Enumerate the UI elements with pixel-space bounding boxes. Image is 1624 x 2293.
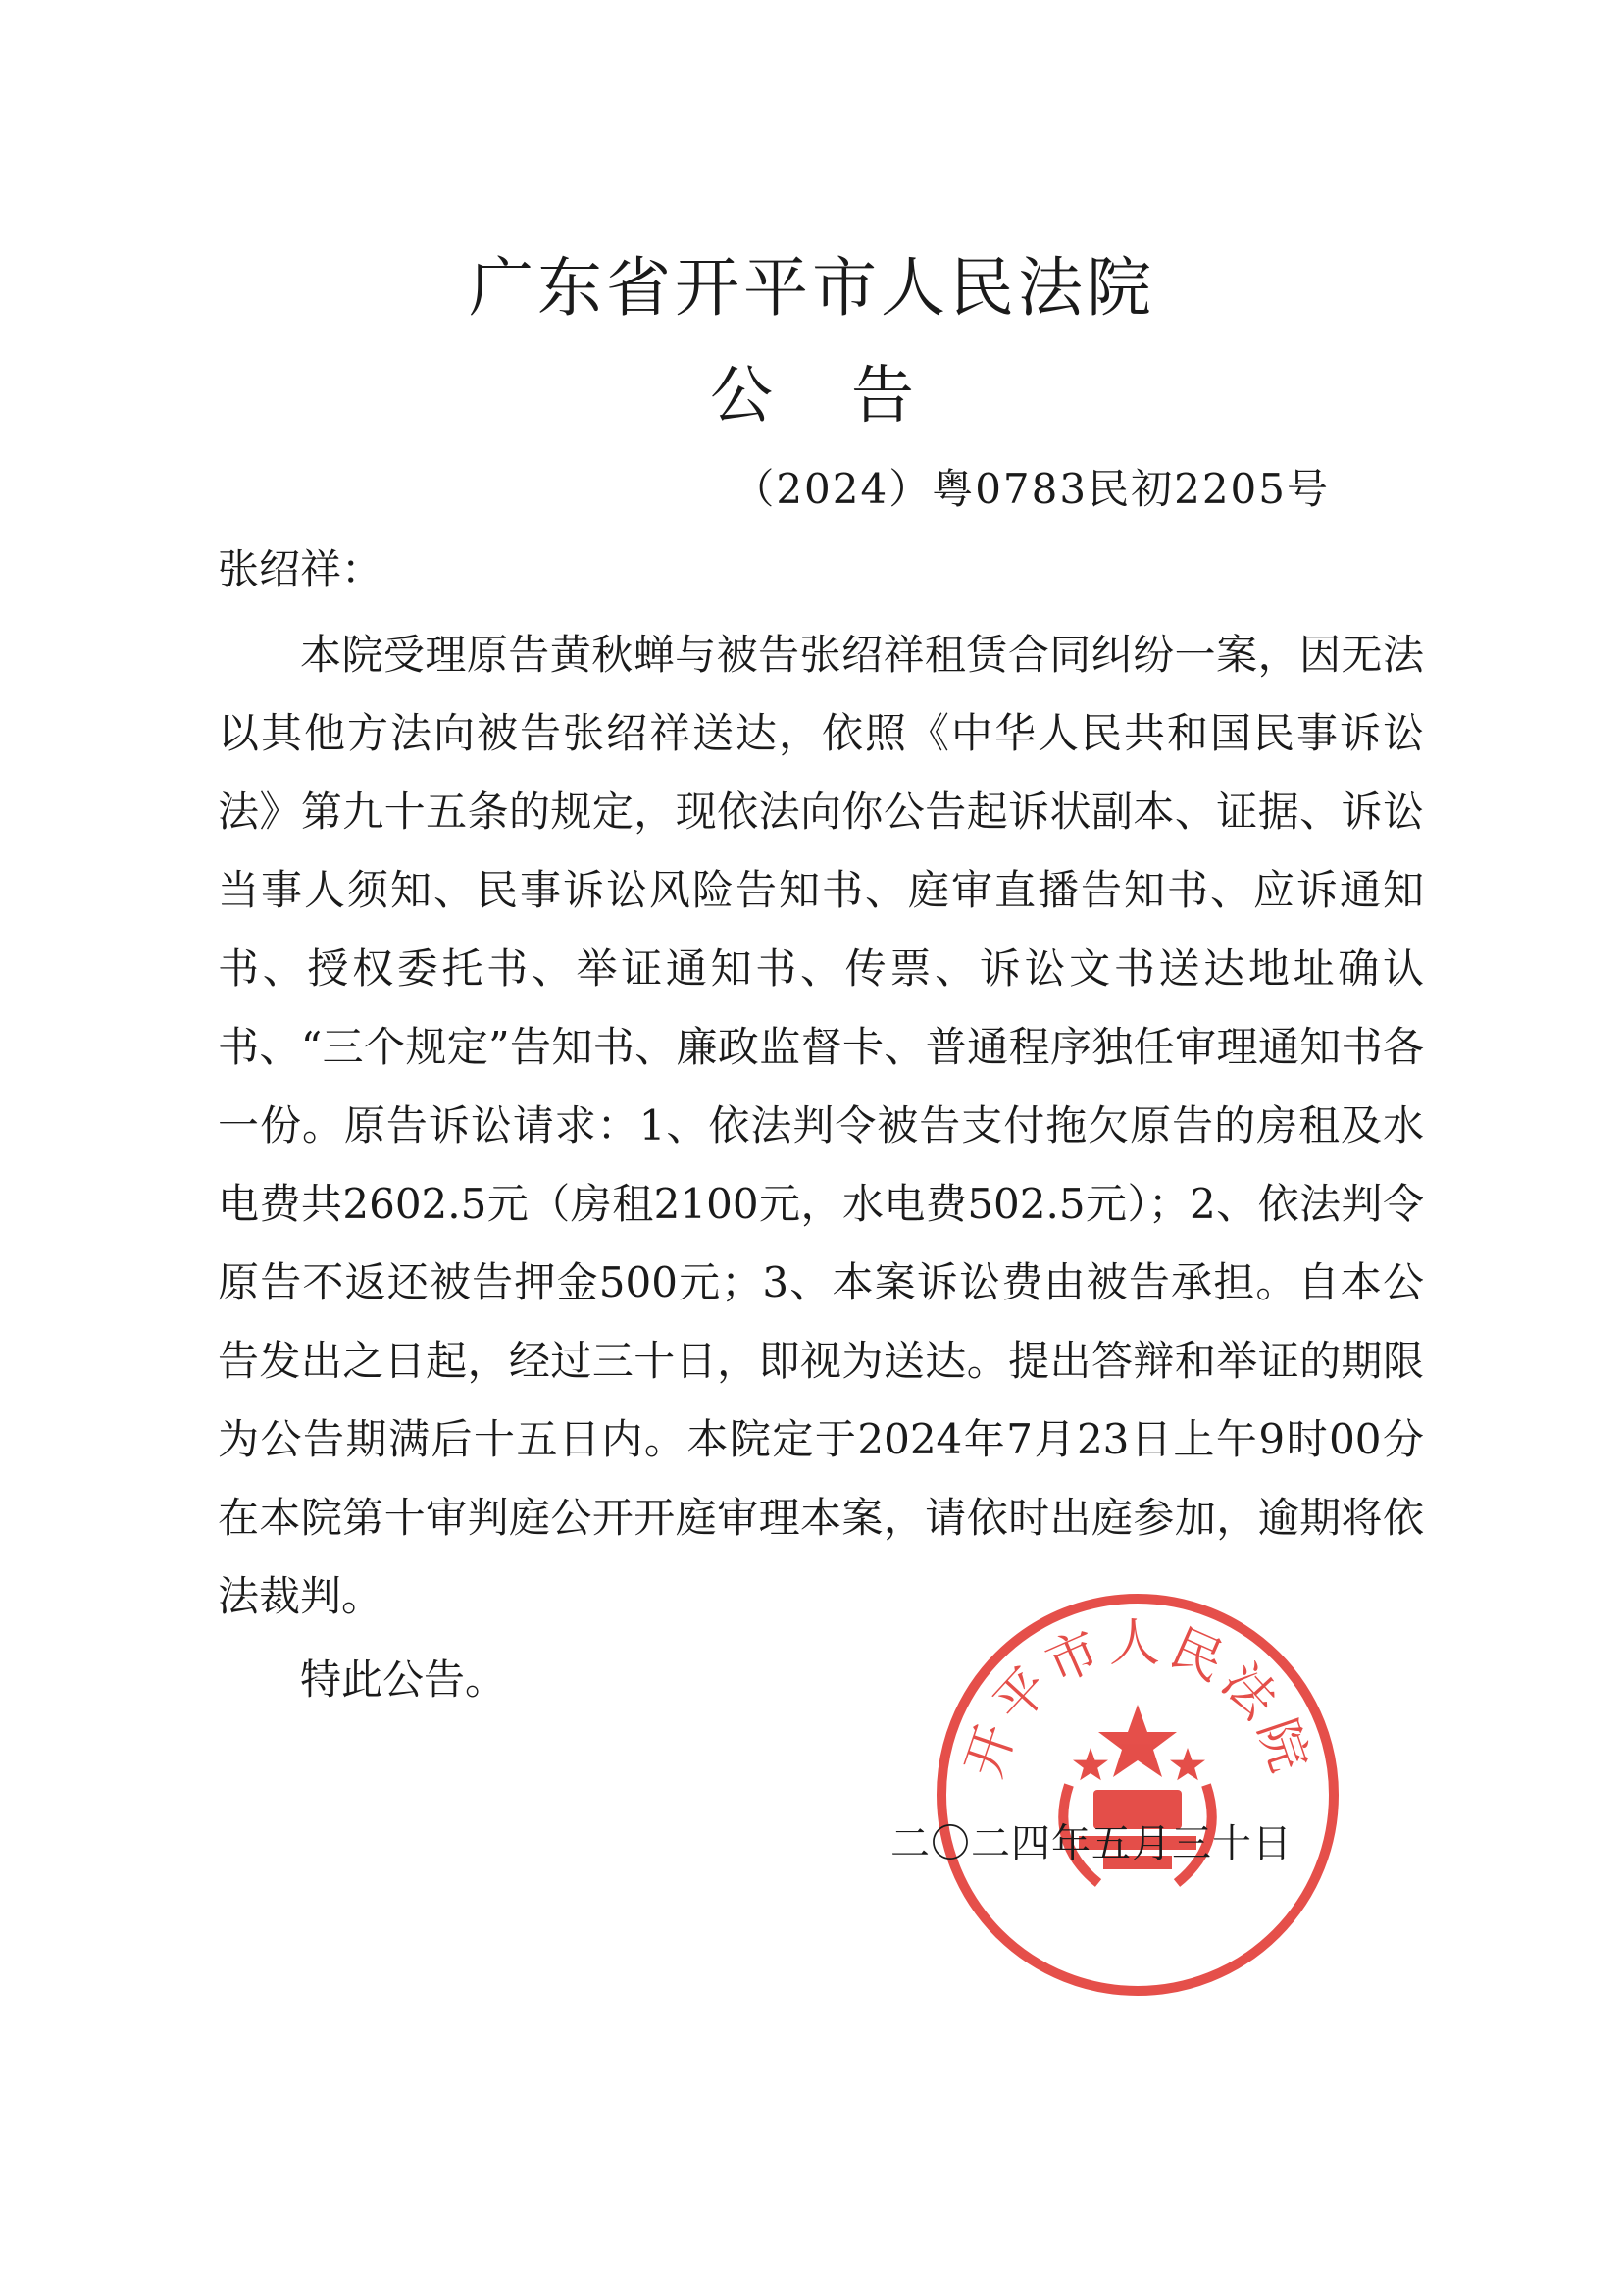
recipient-salutation: 张绍祥：	[218, 545, 383, 593]
document-date: 二〇二四年五月三十日	[890, 1821, 1293, 1866]
document-type-title: 公告	[710, 360, 992, 433]
court-seal-icon	[932, 1589, 1344, 2001]
notice-body: 本院受理原告黄秋蝉与被告张绍祥租赁合同纠纷一案，因无法以其他方法向被告张绍祥送达，依照《中华人民共和国民事诉讼法》第九十五条的规定，现依法向你公告起诉状副本、证据、诉讼当事人须知、民事诉讼风险告知书、庭审直播告知书、应诉通知书、授权委托书、举证通知书、传票、诉讼文书送达地址确认书、“三个规定”告知书、廉政监督卡、普通程序独任审理通知书各一份。原告诉讼请求：1、依法判令被告支付拖欠原告的房租及水电费共2602.5元（房租2100元，水电费502.5元）；2、依法判令原告不返还被告押金500元；3、本案诉讼费由被告承担。自本公告发出之日起，经过三十日，即视为送达。提出答辩和举证的期限为公告期满后十五日内。本院定于2024年7月23日上午9时00分在本院第十审判庭公开开庭审理本案，请依时出庭参加，逾期将依法裁判。	[218, 631, 1424, 1620]
closing-phrase: 特此公告。	[300, 1656, 507, 1704]
seal-text: 开平市人民法院	[954, 1613, 1321, 1785]
court-name: 广东省开平市人民法院	[469, 250, 1155, 326]
case-number: （2024）粤0783民初2205号	[733, 465, 1330, 513]
